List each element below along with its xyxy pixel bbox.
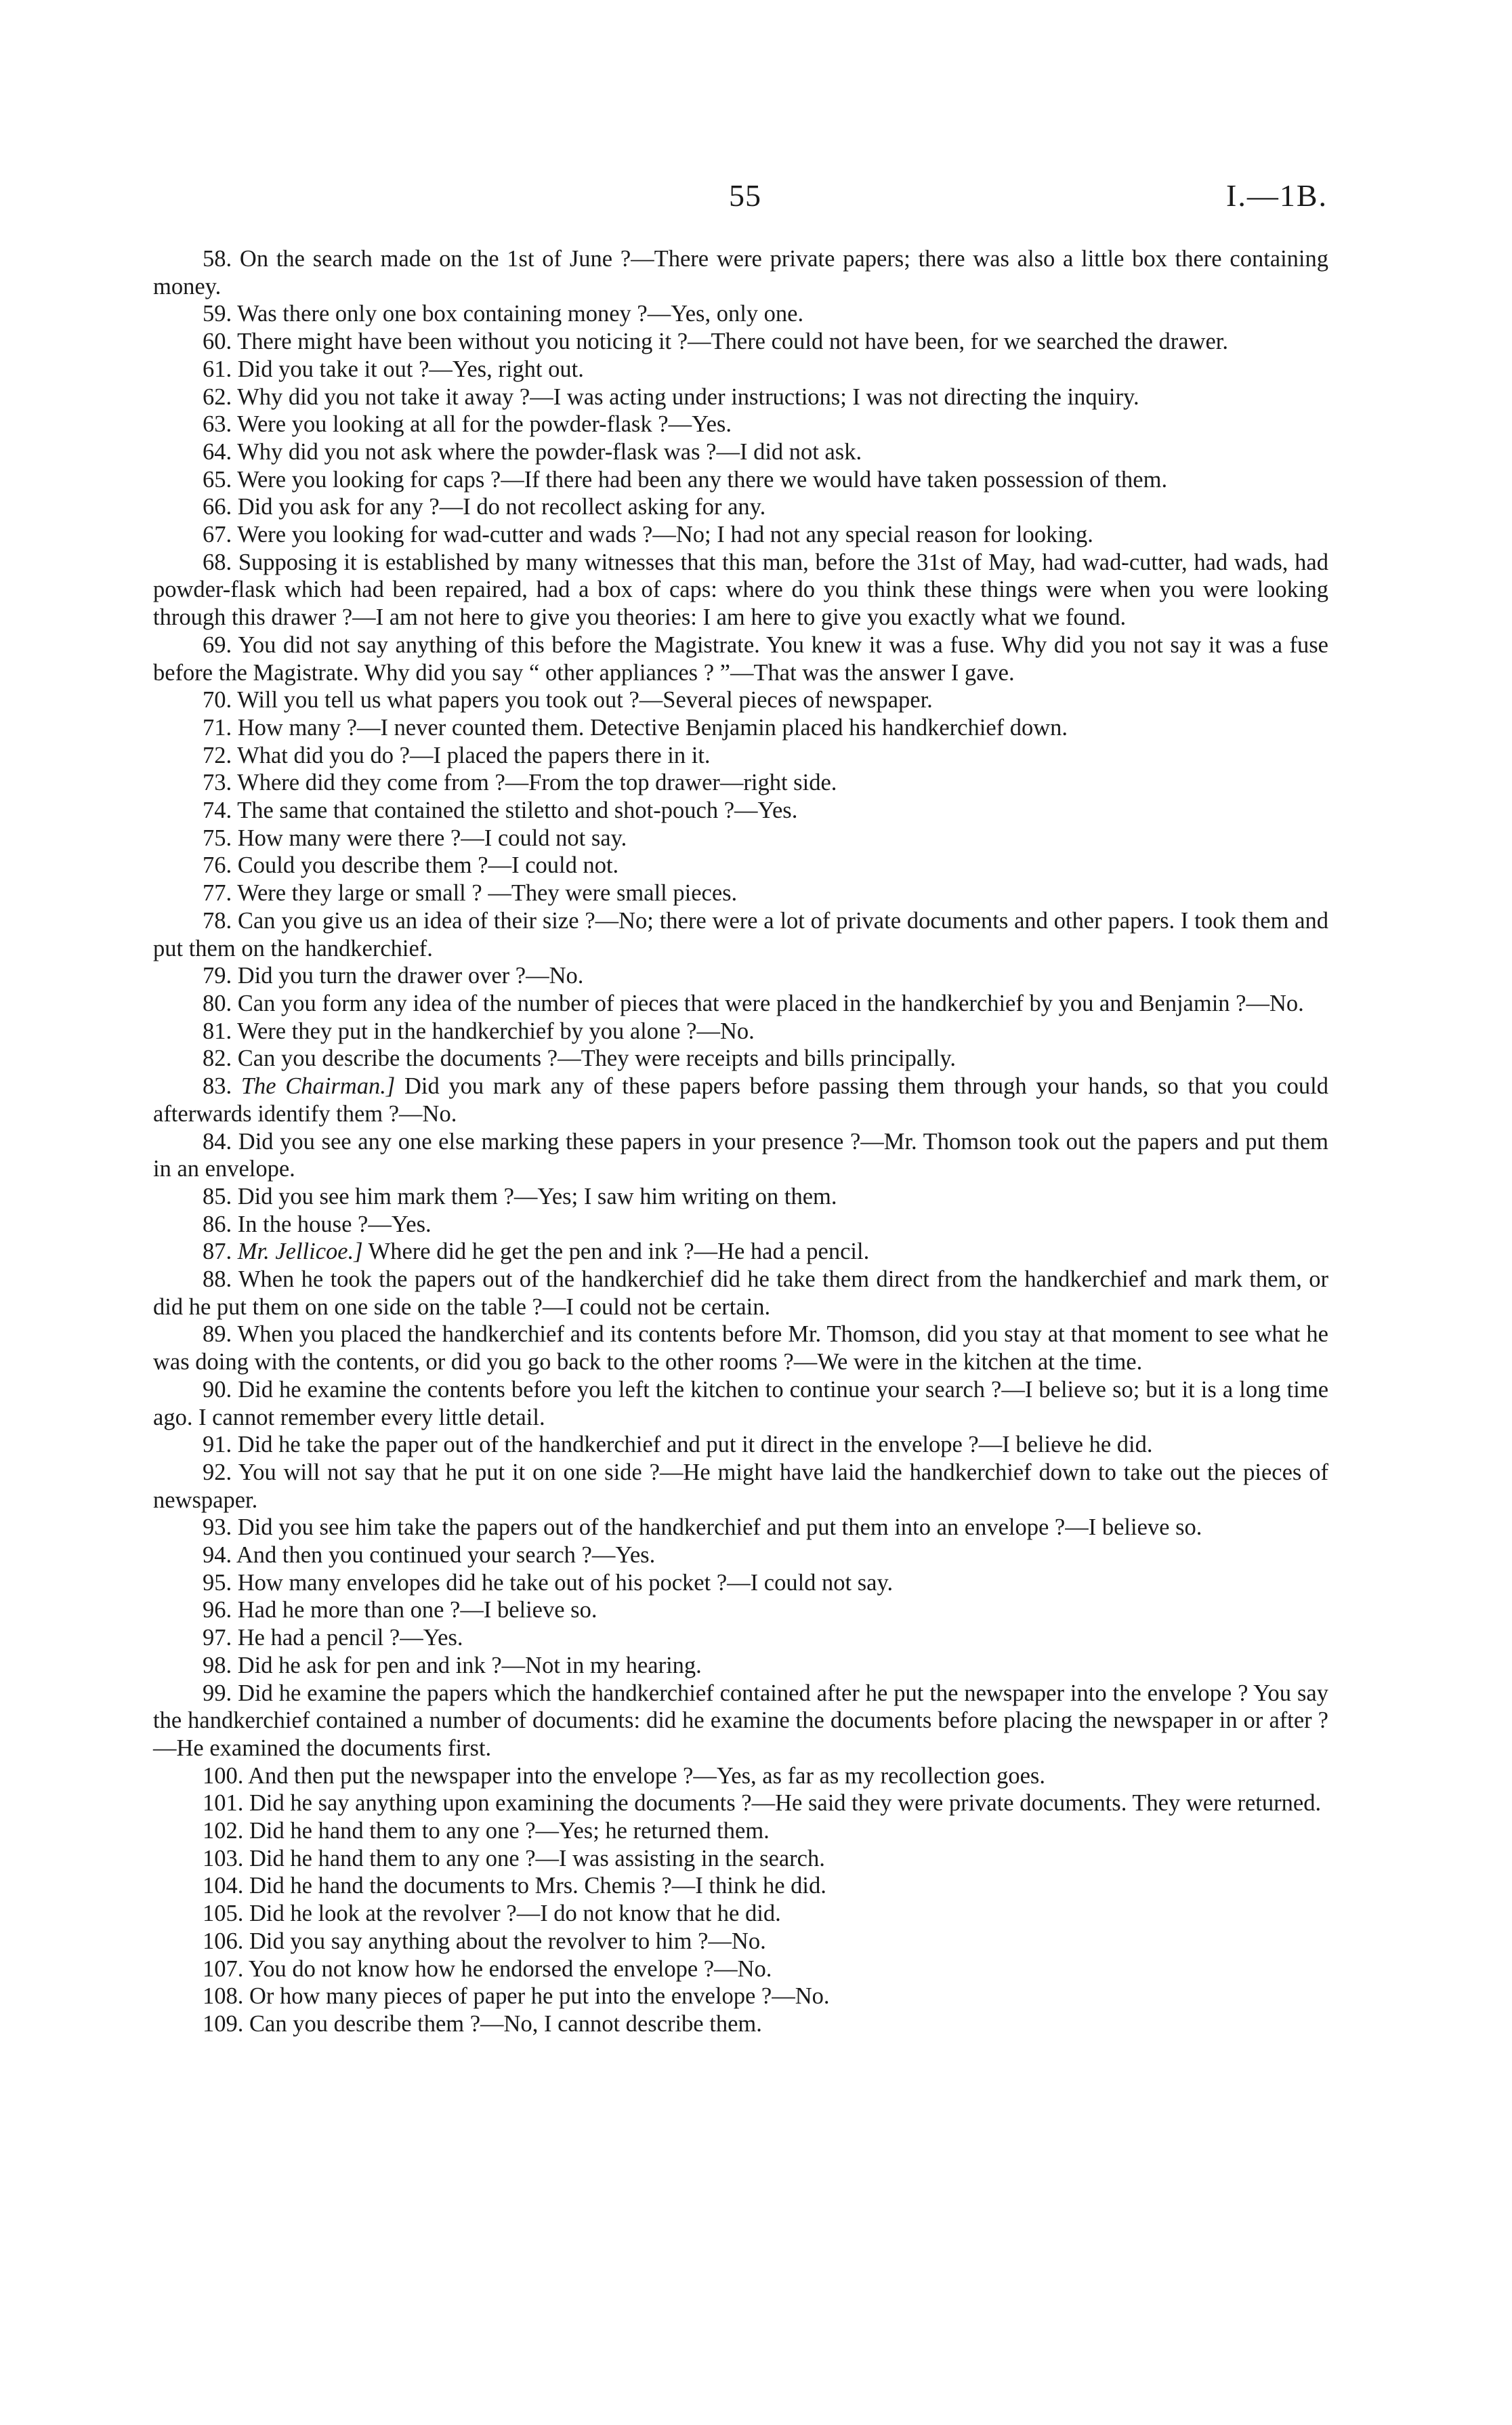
entry-text: You will not say that he put it on one side ?—He might have laid the handkerchief down to take out the pieces of newspaper. [153, 1459, 1328, 1513]
entry-number: 74. [203, 797, 232, 824]
entry-number: 98. [203, 1652, 232, 1678]
entry-number: 100. [203, 1762, 244, 1789]
entry-text: Where did they come from ?—From the top drawer—right side. [237, 770, 837, 796]
qa-entry [153, 1514, 1328, 1541]
entry-number: 90. [203, 1376, 232, 1403]
qa-entry [153, 328, 1328, 356]
entry-number: 107. [203, 1955, 244, 1982]
qa-entry [153, 631, 1328, 686]
entry-text: How many were there ?—I could not say. [237, 825, 627, 851]
entry-number: 75. [203, 825, 232, 851]
entry-number: 69. [203, 631, 232, 658]
entry-number: 94. [203, 1542, 232, 1569]
entry-text: When he took the papers out of the handkerchief did he take them direct from the handkerchief and mark them, or did he put them on one side on the table ?—I could not be certain. [153, 1266, 1328, 1320]
qa-entry [153, 1596, 1328, 1624]
entry-text: Can you give us an idea of their size ?—No; there were a lot of private documents and other papers. I took them and put them on the handkerchief. [153, 907, 1329, 961]
entry-number: 79. [203, 963, 232, 989]
entry-text: Can you describe the documents ?—They were receipts and bills principally. [237, 1045, 956, 1072]
entry-text: Where did he get the pen and ink ?—He had a pencil. [368, 1239, 870, 1265]
entry-number: 59. [203, 301, 232, 327]
document-reference: I.—1B. [1226, 178, 1328, 213]
qa-entry [153, 549, 1328, 631]
entry-number: 70. [203, 687, 232, 713]
entry-text: Will you tell us what papers you took out ?—Several pieces of newspaper. [237, 687, 933, 713]
entry-text: Can you form any idea of the number of pieces that were placed in the handkerchief by you and Benjamin ?—No. [237, 990, 1304, 1016]
entry-number: 109. [203, 2011, 244, 2037]
entry-text: Were you looking for caps ?—If there had been any there we would have taken possession of them. [237, 466, 1168, 493]
entry-number: 81. [203, 1018, 232, 1044]
entry-number: 80. [203, 990, 232, 1016]
qa-entry [153, 1789, 1328, 1817]
qa-entry [153, 1073, 1328, 1127]
qa-entry [153, 1983, 1328, 2010]
qa-entry [153, 1211, 1328, 1239]
entry-number: 65. [203, 466, 232, 493]
entry-number: 68. [203, 549, 232, 575]
qa-entry [153, 797, 1328, 825]
qa-entry [153, 1431, 1328, 1459]
entry-text: Did he examine the papers which the handkerchief contained after he put the newspaper into the envelope ? You say the handkerchief contained a number of documents: did he examine the documents before placing the newspaper in or after ?—He examined the documents first. [153, 1680, 1328, 1761]
entry-number: 103. [203, 1845, 244, 1871]
entry-number: 64. [203, 438, 232, 465]
qa-entry [153, 493, 1328, 521]
qa-entry [153, 686, 1328, 714]
entry-number: 101. [203, 1790, 244, 1817]
entry-text: Were they large or small ? —They were small pieces. [237, 880, 738, 907]
qa-entry [153, 879, 1328, 907]
entry-number: 72. [203, 742, 232, 768]
qa-entry [153, 1045, 1328, 1073]
entry-number: 105. [203, 1901, 244, 1927]
entry-number: 102. [203, 1818, 244, 1844]
entry-text: Did he hand them to any one ?—Yes; he returned them. [249, 1818, 770, 1844]
qa-entry [153, 1128, 1328, 1183]
page-number: 55 [729, 178, 761, 213]
qa-entry [153, 1376, 1328, 1431]
entry-number: 95. [203, 1569, 232, 1596]
qa-entry [153, 769, 1328, 797]
entry-number: 96. [203, 1597, 232, 1623]
entry-text: Supposing it is established by many witnesses that this man, before the 31st of May, had wad-cutter, had wads, had powder-flask which had been repaired, had a box of caps: where do you think these things were when you were looking through this drawer ?—I am not here to give you theories: I am here to give you exactly what we found. [153, 549, 1328, 631]
entry-text: He had a pencil ?—Yes. [237, 1625, 463, 1651]
qa-entry [153, 300, 1328, 328]
entry-number: 63. [203, 411, 232, 438]
entry-number: 86. [203, 1211, 232, 1237]
entry-number: 76. [203, 852, 232, 879]
entry-text: And then you continued your search ?—Yes. [236, 1542, 656, 1569]
qa-entry [153, 742, 1328, 770]
entry-text: Or how many pieces of paper he put into the envelope ?—No. [249, 1983, 830, 2010]
qa-entry [153, 714, 1328, 742]
entry-number: 99. [203, 1680, 232, 1706]
entry-text: Had he more than one ?—I believe so. [237, 1597, 597, 1623]
entry-number: 91. [203, 1432, 232, 1458]
qa-entry [153, 907, 1328, 962]
qa-entry [153, 438, 1328, 466]
entry-number: 58. [203, 246, 232, 272]
qa-entry [153, 1569, 1328, 1597]
qa-entry [153, 1872, 1328, 1900]
qa-entry [153, 1955, 1328, 1983]
entry-text: Did he examine the contents before you left the kitchen to continue your search ?—I believe so; but it is a long time ago. I cannot remember every little detail. [153, 1376, 1329, 1430]
entry-text: Was there only one box containing money ?—Yes, only one. [237, 301, 804, 327]
entry-number: 73. [203, 770, 232, 796]
qa-entry [153, 411, 1328, 438]
entry-text: Did he look at the revolver ?—I do not know that he did. [249, 1901, 781, 1927]
entry-number: 87. [203, 1239, 232, 1265]
entry-text: Did he take the paper out of the handkerchief and put it direct in the envelope ?—I believe he did. [237, 1432, 1153, 1458]
qa-entry [153, 1459, 1328, 1514]
qa-entry [153, 356, 1328, 384]
entry-text: Were you looking for wad-cutter and wads ?—No; I had not any special reason for looking. [237, 522, 1093, 548]
entry-number: 108. [203, 1983, 244, 2010]
entry-text: Did you ask for any ?—I do not recollect asking for any. [237, 494, 766, 520]
speaker-label: The Chairman.] [240, 1073, 396, 1100]
qa-entry [153, 825, 1328, 852]
qa-entry [153, 1018, 1328, 1045]
entry-number: 88. [203, 1266, 232, 1293]
qa-entry [153, 990, 1328, 1018]
qa-entry [153, 1680, 1328, 1762]
testimony-body [153, 245, 1328, 2038]
entry-number: 78. [203, 907, 232, 934]
entry-text: Did you see him mark them ?—Yes; I saw him writing on them. [237, 1183, 837, 1209]
qa-entry [153, 1541, 1328, 1569]
qa-entry [153, 1652, 1328, 1680]
entry-text: In the house ?—Yes. [237, 1211, 432, 1237]
qa-entry [153, 1817, 1328, 1845]
entry-number: 71. [203, 714, 232, 741]
entry-text: Did he say anything upon examining the documents ?—He said they were private documents. They were returned. [249, 1790, 1322, 1817]
qa-entry [153, 1845, 1328, 1873]
qa-entry [153, 1762, 1328, 1790]
entry-number: 106. [203, 1928, 244, 1954]
entry-text: And then put the newspaper into the envelope ?—Yes, as far as my recollection goes. [248, 1762, 1045, 1789]
qa-entry [153, 1238, 1328, 1266]
entry-text: Were you looking at all for the powder-flask ?—Yes. [237, 411, 732, 438]
qa-entry [153, 521, 1328, 549]
qa-entry [153, 962, 1328, 990]
entry-text: What did you do ?—I placed the papers there in it. [237, 742, 711, 768]
entry-number: 89. [203, 1321, 232, 1348]
entry-text: Did he ask for pen and ink ?—Not in my hearing. [237, 1652, 702, 1678]
qa-entry [153, 2010, 1328, 2038]
entry-number: 84. [203, 1128, 232, 1155]
entry-text: On the search made on the 1st of June ?—There were private papers; there was also a little box there containing money. [153, 246, 1329, 299]
entry-text: You do not know how he endorsed the envelope ?—No. [248, 1955, 772, 1982]
entry-text: Did you see any one else marking these papers in your presence ?—Mr. Thomson took out the papers and put them in an envelope. [153, 1128, 1329, 1182]
qa-entry [153, 1266, 1328, 1321]
qa-entry [153, 384, 1328, 411]
entry-number: 66. [203, 494, 232, 520]
entry-text: Did he hand them to any one ?—I was assisting in the search. [249, 1845, 825, 1871]
entry-text: Why did you not take it away ?—I was acting under instructions; I was not directing the inquiry. [237, 384, 1139, 410]
entry-text: How many envelopes did he take out of his pocket ?—I could not say. [237, 1569, 894, 1596]
entry-number: 67. [203, 522, 232, 548]
entry-number: 77. [203, 880, 232, 907]
entry-number: 104. [203, 1873, 244, 1899]
entry-text: Did you say anything about the revolver to him ?—No. [249, 1928, 766, 1954]
entry-text: Can you describe them ?—No, I cannot describe them. [249, 2011, 762, 2037]
entry-text: When you placed the handkerchief and its contents before Mr. Thomson, did you stay at that moment to see what he was doing with the contents, or did you go back to the other rooms ?—We were in the kitchen at the time. [153, 1321, 1328, 1375]
entry-number: 85. [203, 1183, 232, 1209]
qa-entry [153, 1900, 1328, 1928]
qa-entry [153, 245, 1328, 300]
entry-number: 93. [203, 1514, 232, 1541]
entry-text: Why did you not ask where the powder-flask was ?—I did not ask. [237, 438, 862, 465]
entry-number: 82. [203, 1045, 232, 1072]
entry-text: Did he hand the documents to Mrs. Chemis ?—I think he did. [249, 1873, 826, 1899]
qa-entry [153, 1183, 1328, 1211]
entry-text: You did not say anything of this before the Magistrate. You knew it was a fuse. Why did you not say it was a fuse before the Magistrate. Why did you say “ other appliances ? ”—That was the answer I gave. [153, 631, 1328, 686]
entry-text: Did you turn the drawer over ?—No. [237, 963, 584, 989]
entry-number: 62. [203, 384, 232, 410]
entry-text: Did you see him take the papers out of the handkerchief and put them into an envelope ?—I believe so. [237, 1514, 1202, 1541]
entry-text: How many ?—I never counted them. Detective Benjamin placed his handkerchief down. [237, 714, 1068, 741]
entry-text: Did you mark any of these papers before passing them through your hands, so that you could afterwards identify them ?—No. [153, 1073, 1329, 1127]
entry-number: 92. [203, 1459, 232, 1485]
entry-text: Could you describe them ?—I could not. [237, 852, 619, 879]
entry-number: 61. [203, 356, 232, 382]
entry-number: 97. [203, 1625, 232, 1651]
qa-entry [153, 852, 1328, 879]
entry-number: 83. [203, 1073, 232, 1100]
qa-entry [153, 1624, 1328, 1652]
entry-text: Did you take it out ?—Yes, right out. [237, 356, 584, 382]
entry-number: 60. [203, 329, 232, 355]
speaker-label: Mr. Jellicoe.] [237, 1239, 363, 1265]
qa-entry [153, 466, 1328, 494]
qa-entry [153, 1321, 1328, 1375]
entry-text: There might have been without you noticing it ?—There could not have been, for we searched the drawer. [237, 329, 1228, 355]
entry-text: Were they put in the handkerchief by you alone ?—No. [237, 1018, 755, 1044]
entry-text: The same that contained the stiletto and shot-pouch ?—Yes. [237, 797, 798, 824]
qa-entry [153, 1928, 1328, 1955]
